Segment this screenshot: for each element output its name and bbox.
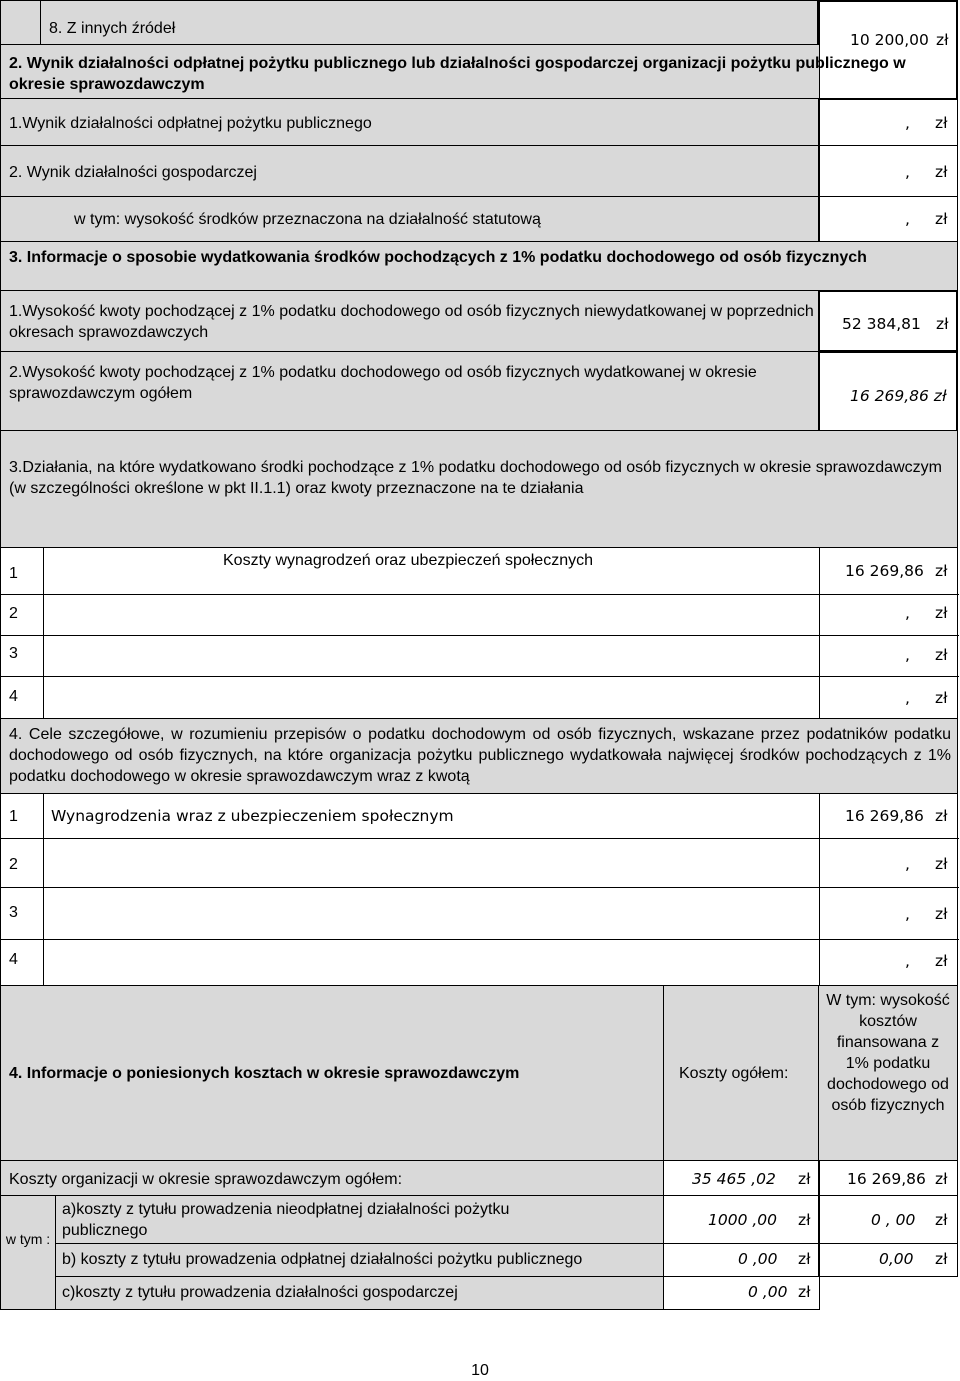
section-2-row-1-value: , [905,114,910,132]
costs-row-b-total: 0 ,00 [738,1250,778,1268]
costs-row-c-total-cell [663,1276,820,1310]
costs-row-a-label: a)koszty z tytułu prowadzenia nieodpłatnej działalności pożytku publicznego [62,1201,510,1239]
section-2-row-2-label: 2. Wynik działalności gospodarczej [9,164,257,181]
costs-row-a-onepct: 0 , 00 [871,1211,916,1229]
row-8-label: 8. Z innych źródeł [49,20,176,37]
section-2-row-3-value: , [905,210,910,228]
costs-total-value-cell [663,1160,820,1196]
section-2-row-1-label: 1.Wynik działalności odpłatnej pożytku publicznego [9,115,372,132]
currency-label: zł [798,1170,811,1188]
currency-label: zł [936,31,949,49]
row-marker [0,0,42,46]
costs-row-b-label-cell [55,1243,664,1277]
section-2-row-2-value-cell [818,145,958,197]
costs-col-onepct-label: W tym: wysokość kosztów finansowana z 1% podatku dochodowego od osób fizycznych [826,992,950,1114]
action-num: 3 [9,645,18,662]
page-number: 10 [471,1362,489,1379]
section-4-goals-header [0,718,958,794]
currency-label: zł [935,855,948,873]
row-8-value: 10 200,00 [850,31,929,49]
section-2-row-3-value-cell [818,196,958,242]
currency-label: zł [935,604,948,622]
section-3-item-2 [0,351,820,431]
section-4-goals-title: 4. Cele szczegółowe, w rozumieniu przepisów o podatku dochodowym od osób fizycznych, wskazane przez podatników podatku dochodowego od osób fizycznych, na które organizacja pożytku publicznego wydatkowała najwięcej środków pochodzących z 1% podatku dochodowego w okresie sprawozdawczym wraz z kwotą [9,726,951,785]
section-3-item-2-value-cell [818,351,958,433]
actions-table [0,547,958,719]
costs-title-cell [0,985,664,1161]
currency-label: zł [798,1283,811,1301]
costs-total-label-cell [0,1160,664,1196]
section-2-row-1-value-cell [818,98,958,146]
costs-row-b-label: b) koszty z tytułu prowadzenia odpłatnej działalności pożytku publicznego [62,1251,583,1268]
currency-label: zł [935,1250,948,1268]
costs-col-total-label: Koszty ogółem: [679,1065,789,1082]
section-2-row-3 [0,196,820,242]
costs-row-b-onepct: 0,00 [879,1250,914,1268]
currency-label: zł [935,114,948,132]
costs-row-c-total: 0 ,00 [748,1283,788,1301]
costs-col-total [663,985,820,1161]
costs-row-c-label-cell [55,1276,664,1310]
section-3-item-1-value-cell [818,290,958,352]
costs-title: 4. Informacje o poniesionych kosztach w okresie sprawozdawczym [9,1065,520,1082]
goal-num: 2 [9,856,18,873]
currency-label: zł [935,210,948,228]
goal-num: 4 [9,951,18,968]
currency-label: zł [936,315,949,333]
action-value: 16 269,86 [845,562,924,580]
section-3-item-3 [0,430,958,548]
costs-total-onepct-cell [818,1160,958,1196]
currency-label: zł [935,1170,948,1188]
section-2-row-2-value: , [905,163,910,181]
section-2-row-2 [0,145,820,197]
costs-total-value: 35 465 ,02 [692,1170,776,1188]
action-num: 1 [9,565,18,582]
wtym-label: w tym : [5,1231,51,1247]
costs-row-c-label: c)koszty z tytułu prowadzenia działalności gospodarczej [62,1284,458,1301]
goals-table [0,793,958,986]
costs-row-a-total: 1000 ,00 [708,1211,778,1229]
costs-row-a-label-cell [55,1195,664,1244]
goal-value: , [905,952,910,970]
section-3-item-2-value: 16 269,86 zł [850,387,947,405]
action-desc: Koszty wynagrodzeń oraz ubezpieczeń społecznych [223,552,593,569]
costs-total-label: Koszty organizacji w okresie sprawozdawczym ogółem: [9,1171,403,1188]
section-3-item-1-value: 52 384,81 [842,315,921,333]
currency-label: zł [935,952,948,970]
section-3-title: 3. Informacje o sposobie wydatkowania środków pochodzących z 1% podatku dochodowego od osób fizycznych [9,249,867,266]
currency-label: zł [935,163,948,181]
costs-row-a-onepct-cell [818,1195,958,1244]
section-3-item-1-label: 1.Wysokość kwoty pochodzącej z 1% podatku dochodowego od osób fizycznych niewydatkowanej w poprzednich okresach sprawozdawczych [9,303,814,341]
goal-value: , [905,905,910,923]
currency-label: zł [935,562,948,580]
goal-num: 1 [9,808,18,825]
currency-label: zł [935,646,948,664]
action-value: , [905,646,910,664]
section-3-header [0,241,958,291]
action-value: , [905,689,910,707]
goal-value: 16 269,86 [845,807,924,825]
action-num: 4 [9,688,18,705]
section-2-row-3-label: w tym: wysokość środków przeznaczona na działalność statutową [74,211,541,228]
section-3-item-1 [0,290,820,352]
costs-row-b-onepct-cell [818,1243,958,1277]
currency-label: zł [935,905,948,923]
currency-label: zł [935,1211,948,1229]
goal-desc: Wynagrodzenia wraz z ubezpieczeniem społecznym [51,807,454,825]
costs-row-b-total-cell [663,1243,820,1277]
section-3-item-2-label: 2.Wysokość kwoty pochodzącej z 1% podatku dochodowego od osób fizycznych wydatkowanej w okresie sprawozdawczym ogółem [9,364,757,402]
section-3-item-3-label: 3.Działania, na które wydatkowano środki pochodzące z 1% podatku dochodowego od osób fizycznych w okresie sprawozdawczym (w szczególności określone w pkt II.1.1) oraz kwoty przeznaczone na te działania [9,459,942,497]
section-2-header [0,44,906,100]
goal-num: 3 [9,904,18,921]
costs-row-a-total-cell [663,1195,820,1244]
row-8-cell [40,0,818,46]
goal-value: , [905,855,910,873]
action-num: 2 [9,605,18,622]
currency-label: zł [798,1211,811,1229]
currency-label: zł [935,807,948,825]
section-2-title: 2. Wynik działalności odpłatnej pożytku publicznego lub działalności gospodarczej organizacji pożytku publicznego w okresie sprawozdawczym [9,55,906,93]
wtym-cell [0,1195,56,1310]
section-2-row-1 [0,98,820,146]
costs-col-onepct [818,985,958,1161]
currency-label: zł [935,689,948,707]
currency-label: zł [798,1250,811,1268]
costs-total-onepct: 16 269,86 [847,1170,926,1188]
action-value: , [905,604,910,622]
